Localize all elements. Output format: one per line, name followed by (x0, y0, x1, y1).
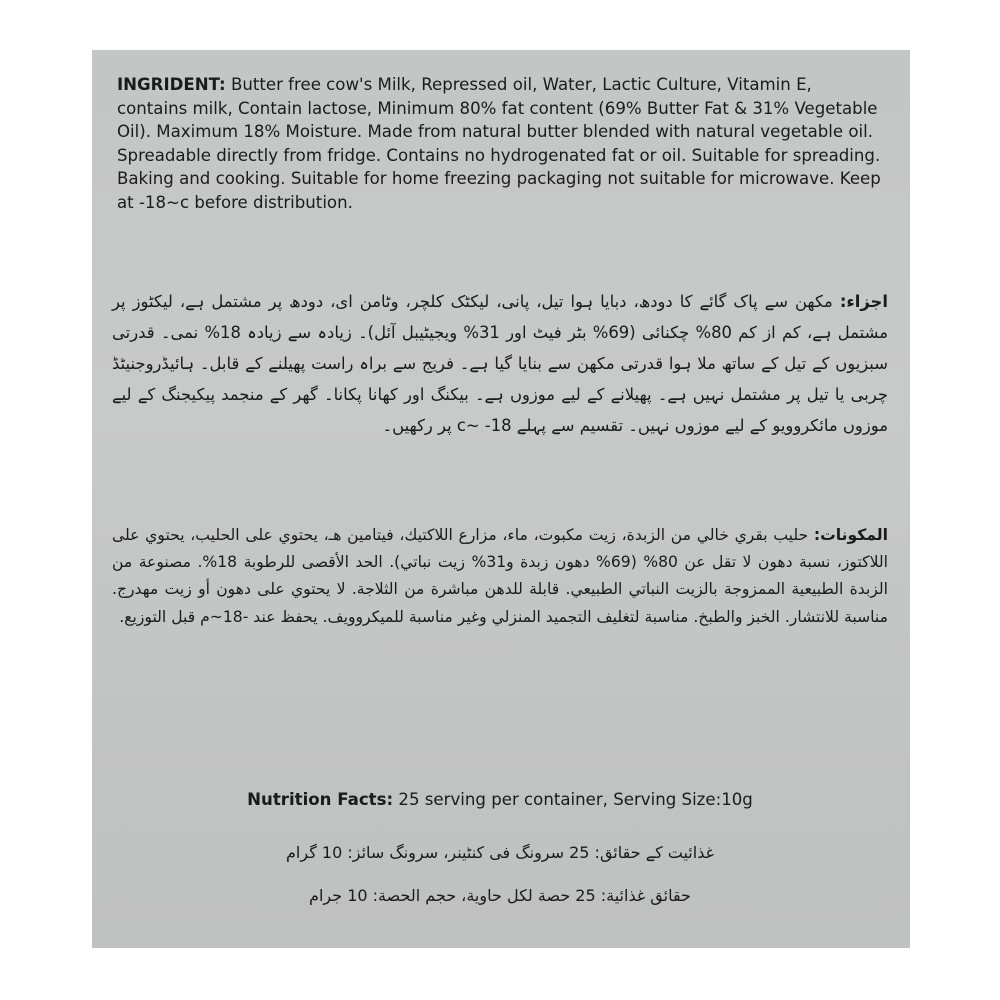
english-ingredients-text: Butter free cow's Milk, Repressed oil, Water, Lactic Culture, Vitamin E, contains milk, Contain lactose, Minimum 80% fat content (69% Butter Fat & 31% Vegetable Oil). Maximum 18% Moisture. Made from natural butter blended with natural vegetable oil. Spreadable directly from fridge. Contains no hydrogenated fat or oil. Suitable for spreading. Baking and cooking. Suitable for home freezing packaging not suitable for microwave. Keep at -18~c before distribution. (117, 75, 881, 212)
urdu-ingredients-text: مکھن سے پاک گائے کا دودھ، دبایا ہوا تیل، پانی، لیکٹک کلچر، وٹامن ای، دودھ پر مشتمل ہے، لیکٹوز پر مشتمل ہے، کم از کم 80% چکنائی (69% بٹر فیٹ اور 31% ویجیٹیبل آئل)۔ زیادہ سے زیادہ 18% نمی۔ قدرتی سبزیوں کے تیل کے ساتھ ملا ہوا قدرتی مکھن سے بنایا گیا ہے۔ فریج سے براہ راست پھیلنے کے قابل۔ ہائیڈروجنیٹڈ چربی یا تیل پر مشتمل نہیں ہے۔ پھیلانے کے لیے موزوں ہے۔ بیکنگ اور کھانا پکانا۔ گھر کے منجمد پیکیجنگ کے لیے موزوں مائکروویو کے لیے موزوں نہیں۔ تقسیم سے پہلے 18- ~c پر رکھیں۔ (112, 292, 888, 435)
arabic-ingredients-text: حليب بقري خالي من الزبدة، زيت مكبوت، ماء، مزارع اللاكتيك، فيتامين هـ، يحتوي على الحليب، يحتوي على اللاكتوز، نسبة دهون لا تقل عن 80% (69% دهون زبدة و31% زيت نباتي). الحد الأقصى للرطوبة 18%. مصنوعة من الزبدة الطبيعية الممزوجة بالزيت النباتي الطبيعي. قابلة للدهن مباشرة من الثلاجة. لا يحتوي على دهون أو زيت مهدرج. مناسبة للانتشار. الخبز والطبخ. مناسبة لتغليف التجميد المنزلي وغير مناسبة للميكروويف. يحفظ عند -18~م قبل التوزيع. (112, 526, 888, 626)
urdu-ingredients-label: اجزاء: (839, 292, 888, 311)
nutrition-facts-urdu: غذائیت کے حقائق: 25 سرونگ فی کنٹینر، سرونگ سائز: 10 گرام (286, 843, 714, 862)
english-ingredients-label: INGRIDENT: (117, 75, 226, 94)
nutrition-facts-arabic: حقائق غذائية: 25 حصة لكل حاوية، حجم الحصة: 10 جرام (309, 886, 691, 905)
english-ingredients (117, 73, 887, 214)
arabic-ingredients-label: المكونات: (813, 526, 888, 544)
nutrition-facts-label: Nutrition Facts: (247, 790, 394, 809)
urdu-ingredients (112, 286, 888, 441)
nutrition-facts-english (0, 790, 1000, 809)
arabic-ingredients (112, 522, 888, 631)
nutrition-facts-text: 25 serving per container, Serving Size:10g (393, 790, 753, 809)
